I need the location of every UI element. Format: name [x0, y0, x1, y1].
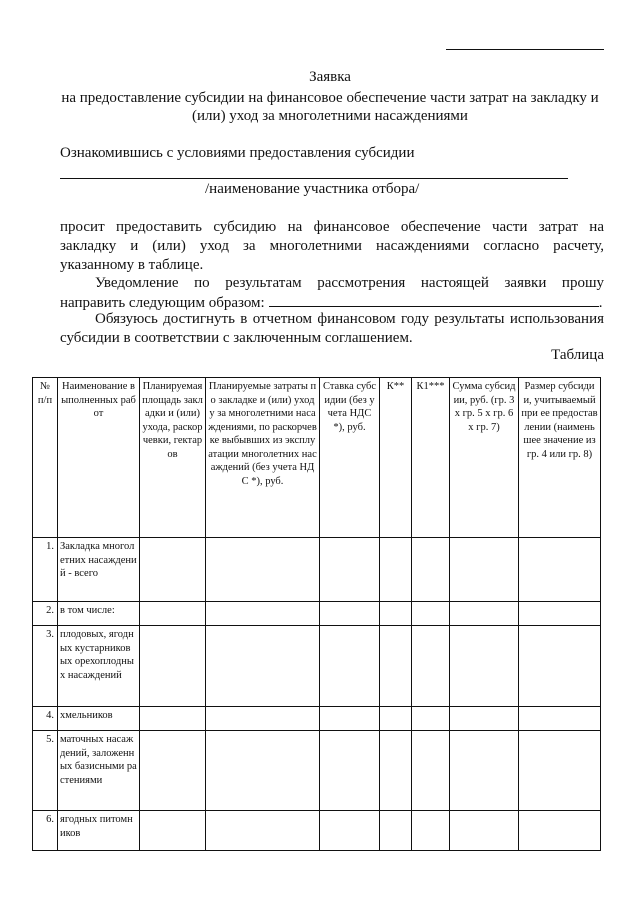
cell-rate[interactable]	[320, 602, 380, 626]
signature-line	[446, 49, 604, 50]
participant-caption: /наименование участника отбора/	[205, 181, 420, 197]
row-num: 1.	[33, 538, 58, 602]
notice-method-field[interactable]	[269, 292, 599, 307]
table-label: Таблица	[551, 347, 604, 363]
oblige-line1: Обязуюсь достигнуть в отчетном финансовом году результаты использования	[95, 311, 604, 327]
cell-costs[interactable]	[206, 626, 320, 707]
row-name: хмельников	[58, 707, 140, 731]
row-num: 2.	[33, 602, 58, 626]
notice-line2-text: направить следующим образом:	[60, 295, 265, 311]
table-header-row	[33, 378, 601, 538]
cell-area[interactable]	[140, 602, 206, 626]
header-work-name: Наименование выполненных работ	[58, 378, 140, 538]
row-num: 5.	[33, 731, 58, 811]
cell-size[interactable]	[519, 731, 601, 811]
oblige-line2: субсидии в соответствии с заключенным соглашением.	[60, 330, 413, 346]
cell-k[interactable]	[380, 538, 412, 602]
header-subsidy-size: Размер субсидии, учитываемый при ее предоставлении (наименьшее значение из гр. 4 или гр. 8)	[519, 378, 601, 538]
participant-name-line	[60, 178, 568, 179]
table-row	[33, 731, 601, 811]
request-line2: закладку и (или) уход за многолетними насаждениями согласно расчету,	[60, 238, 604, 254]
header-subsidy-rate: Ставка субсидии (без учета НДС *), руб.	[320, 378, 380, 538]
request-line1: просит предоставить субсидию на финансовое обеспечение части затрат на	[60, 219, 604, 235]
cell-k[interactable]	[380, 731, 412, 811]
header-subsidy-sum: Сумма субсидии, руб. (гр. 3 x гр. 5 x гр. 6 x гр. 7)	[450, 378, 519, 538]
cell-costs[interactable]	[206, 811, 320, 851]
cell-costs[interactable]	[206, 707, 320, 731]
table-row	[33, 602, 601, 626]
document-subtitle-line2: (или) уход за многолетними насаждениями	[192, 108, 468, 124]
table-row	[33, 538, 601, 602]
notice-line2-end: .	[598, 295, 603, 311]
document-subtitle-line1: на предоставление субсидии на финансовое обеспечение части затрат на закладку и	[61, 90, 599, 106]
cell-rate[interactable]	[320, 626, 380, 707]
cell-costs[interactable]	[206, 602, 320, 626]
cell-k[interactable]	[380, 707, 412, 731]
cell-sum[interactable]	[450, 731, 519, 811]
cell-sum[interactable]	[450, 707, 519, 731]
cell-area[interactable]	[140, 626, 206, 707]
cell-k1[interactable]	[412, 538, 450, 602]
cell-area[interactable]	[140, 707, 206, 731]
request-line3: указанному в таблице.	[60, 257, 204, 273]
cell-size[interactable]	[519, 602, 601, 626]
cell-costs[interactable]	[206, 731, 320, 811]
cell-k1[interactable]	[412, 626, 450, 707]
notice-line1: Уведомление по результатам рассмотрения настоящей заявки прошу	[95, 275, 604, 291]
header-k1: К1***	[412, 378, 450, 538]
cell-rate[interactable]	[320, 538, 380, 602]
cell-sum[interactable]	[450, 626, 519, 707]
table-row	[33, 707, 601, 731]
header-num: № п/п	[33, 378, 58, 538]
intro-text: Ознакомившись с условиями предоставления субсидии	[60, 145, 415, 161]
cell-rate[interactable]	[320, 707, 380, 731]
header-k: К**	[380, 378, 412, 538]
row-name: в том числе:	[58, 602, 140, 626]
subsidy-table	[32, 377, 601, 851]
cell-k[interactable]	[380, 602, 412, 626]
row-num: 4.	[33, 707, 58, 731]
cell-k1[interactable]	[412, 811, 450, 851]
document-title: Заявка	[309, 69, 351, 85]
cell-k[interactable]	[380, 811, 412, 851]
row-num: 3.	[33, 626, 58, 707]
cell-sum[interactable]	[450, 811, 519, 851]
header-planned-costs: Планируемые затраты по закладке и (или) уходу за многолетними насаждениями, по раскорчевке выбывших из эксплуатации многолетних насаждений (без учета НДС *), руб.	[206, 378, 320, 538]
cell-costs[interactable]	[206, 538, 320, 602]
table-row	[33, 626, 601, 707]
table-row	[33, 811, 601, 851]
cell-size[interactable]	[519, 707, 601, 731]
row-name: Закладка многолетних насаждений - всего	[58, 538, 140, 602]
cell-size[interactable]	[519, 626, 601, 707]
cell-k[interactable]	[380, 626, 412, 707]
row-name: маточных насаждений, заложенных базисными растениями	[58, 731, 140, 811]
cell-sum[interactable]	[450, 602, 519, 626]
cell-k1[interactable]	[412, 602, 450, 626]
cell-k1[interactable]	[412, 731, 450, 811]
cell-size[interactable]	[519, 811, 601, 851]
cell-k1[interactable]	[412, 707, 450, 731]
cell-area[interactable]	[140, 731, 206, 811]
cell-area[interactable]	[140, 538, 206, 602]
row-name: плодовых, ягодных кустарниковых орехоплодных насаждений	[58, 626, 140, 707]
row-num: 6.	[33, 811, 58, 851]
cell-sum[interactable]	[450, 538, 519, 602]
row-name: ягодных питомников	[58, 811, 140, 851]
cell-rate[interactable]	[320, 731, 380, 811]
cell-area[interactable]	[140, 811, 206, 851]
cell-rate[interactable]	[320, 811, 380, 851]
cell-size[interactable]	[519, 538, 601, 602]
header-planned-area: Планируемая площадь закладки и (или) ухода, раскорчевки, гектаров	[140, 378, 206, 538]
